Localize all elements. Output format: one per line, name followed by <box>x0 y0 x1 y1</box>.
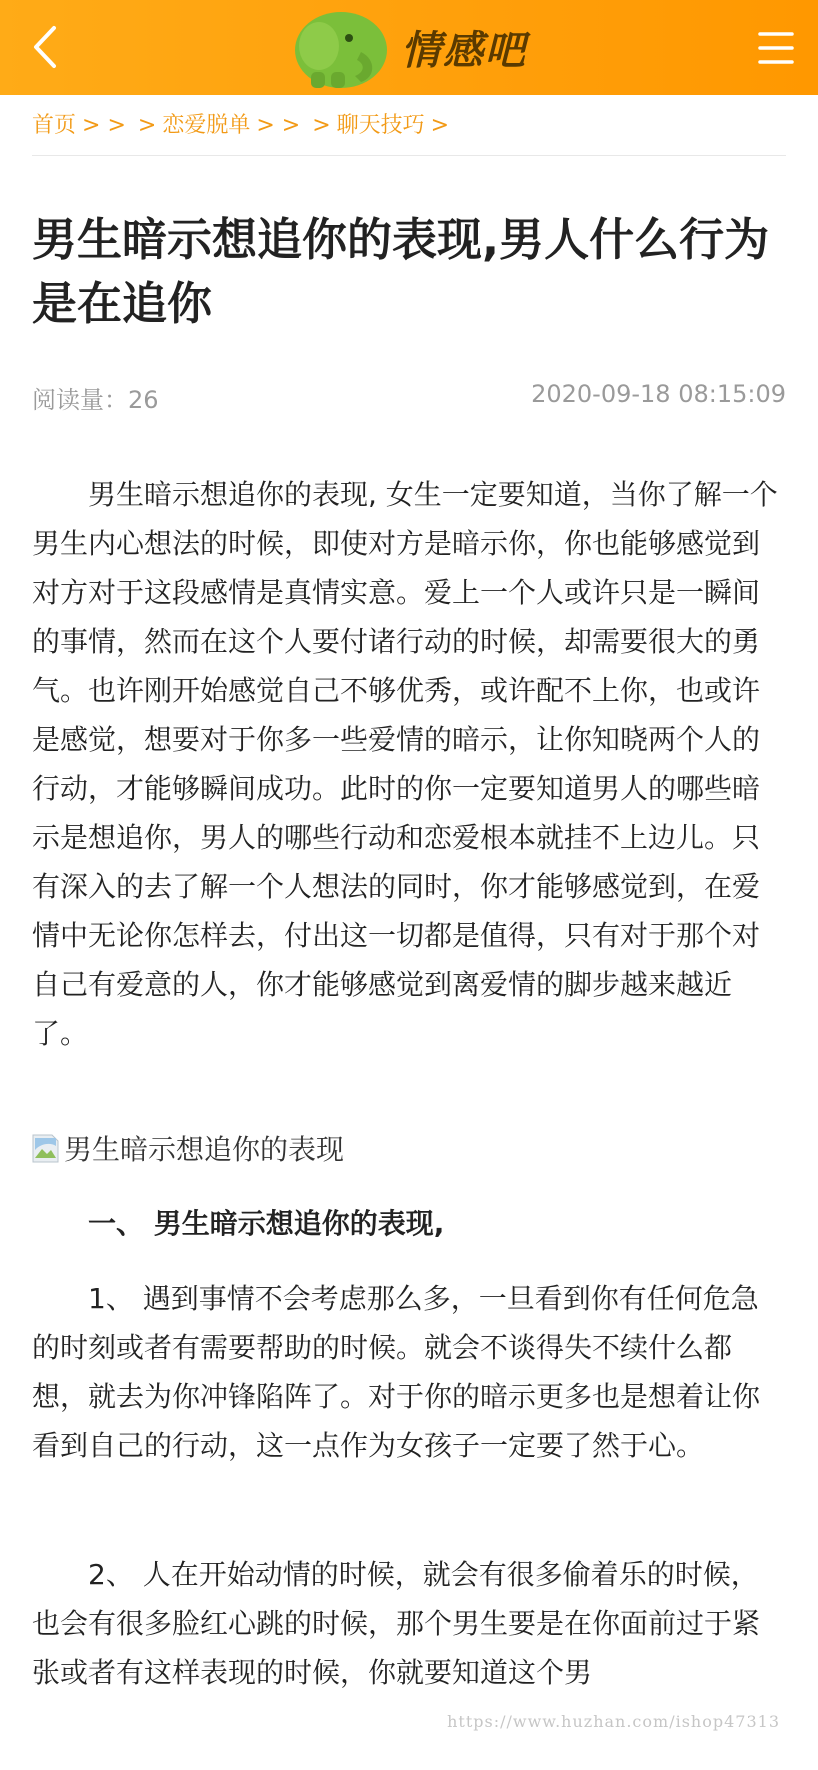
chevron-left-icon <box>26 22 66 72</box>
read-count-value: 26 <box>128 386 159 414</box>
breadcrumb-trailing: > <box>430 113 450 138</box>
intro-paragraph: 男生暗示想追你的表现, 女生一定要知道，当你了解一个男生内心想法的时候，即使对方是暗示你，你也能够感觉到对方对于这段感情是真情实意。爱上一个人或许只是一瞬间的事情，然而在这个人要付诸行动的时候，却需要很大的勇气。也许刚开始感觉自己不够优秀，或许配不上你，也或许是感觉，想要对于你多一些爱情的暗示，让你知晓两个人的行动，才能够瞬间成功。此时的你一定要知道男人的哪些暗示是想追你，男人的哪些行动和恋爱根本就挂不上边儿。只有深入的去了解一个人想法的同时，你才能够感觉到，在爱情中无论你怎样去，付出这一切都是值得，只有对于那个对自己有爱意的人，你才能够感觉到离爱情的脚步越来越近了。 <box>32 478 778 1050</box>
breadcrumb-separator: > <box>312 113 331 138</box>
breadcrumb-separator: > > <box>256 113 301 138</box>
article-meta <box>32 380 786 415</box>
publish-datetime: 2020-09-18 08:15:09 <box>531 380 786 408</box>
breadcrumb-chat-tips[interactable]: 聊天技巧 <box>336 113 425 138</box>
site-logo[interactable] <box>291 6 527 90</box>
article-image <box>32 1128 786 1168</box>
watermark: https://www.huzhan.com/ishop47313 <box>447 1712 780 1731</box>
read-count-group <box>32 380 159 415</box>
back-button[interactable] <box>26 22 66 72</box>
breadcrumb <box>32 108 786 156</box>
breadcrumb-home[interactable]: 首页 <box>32 113 77 138</box>
menu-button[interactable] <box>756 28 796 68</box>
top-header <box>0 0 818 95</box>
breadcrumb-love[interactable]: 恋爱脱单 <box>162 113 251 138</box>
read-count-label: 阅读量： <box>32 386 128 414</box>
point-paragraph-1: 1、 遇到事情不会考虑那么多，一旦看到你有任何危急的时刻或者有需要帮助的时候。就会不谈得失不续什么都想，就去为你冲锋陷阵了。对于你的暗示更多也是想着让你看到自己的行动，这一点作为女孩子一定要了然于心。 <box>32 1282 761 1462</box>
breadcrumb-separator: > <box>137 113 157 138</box>
article-title: 男生暗示想追你的表现,男人什么行为是在追你 <box>32 213 770 330</box>
logo-text: 情感吧 <box>401 28 527 74</box>
section-heading: 一、 男生暗示想追你的表现, <box>88 1207 445 1240</box>
breadcrumb-separator: > > <box>82 113 126 138</box>
hamburger-menu-icon <box>756 28 796 68</box>
elephant-logo-icon <box>291 6 391 90</box>
point-paragraph-2: 2、 人在开始动情的时候，就会有很多偷着乐的时候，也会有很多脸红心跳的时候，那个男生要是在你面前过于紧张或者有这样表现的时候，你就要知道这个男 <box>32 1558 761 1689</box>
article-content <box>32 470 786 1697</box>
broken-image-icon <box>32 1132 62 1164</box>
image-alt-text: 男生暗示想追你的表现 <box>64 1133 345 1166</box>
